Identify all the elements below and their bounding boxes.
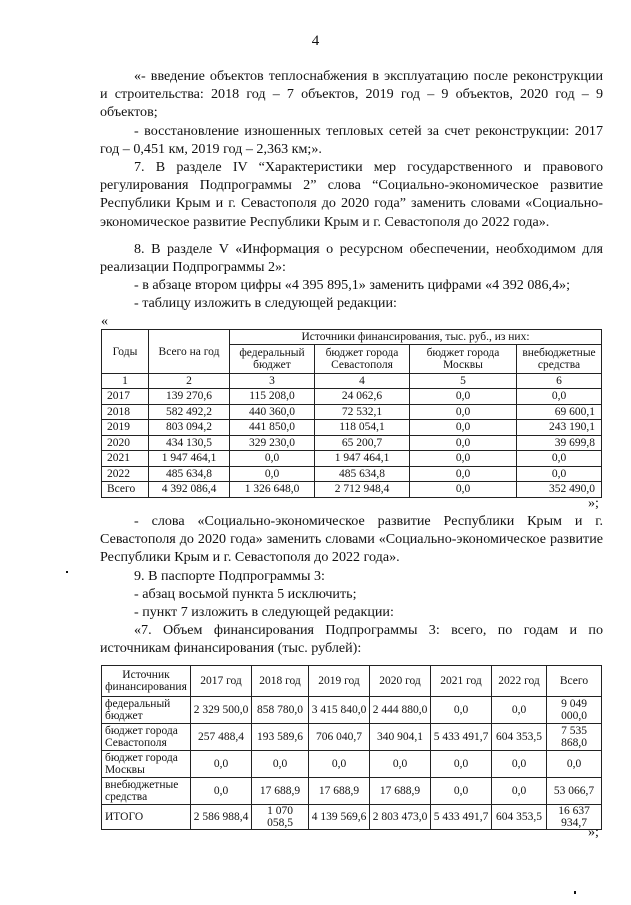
scan-speck: [574, 891, 576, 894]
paragraph-exclude: - абзац восьмой пункта 5 исключить;: [134, 586, 357, 602]
table-row: 2020 434 130,5 329 230,0 65 200,7 0,0 39 699,8: [102, 435, 602, 451]
paragraph-funding: «7. Объем финансирования Подпрограммы 3: всего, по годам и по источникам финансирования (тыс. рублей):: [100, 622, 603, 657]
col-moscow: бюджет города Москвы: [410, 345, 517, 374]
table-row: бюджет города Москвы 0,0 0,0 0,0 0,0 0,0 0,0 0,0: [102, 751, 602, 778]
index-cell: 1: [102, 374, 149, 389]
scan-speck: [66, 571, 68, 573]
paragraph-replace-figures: - в абзаце втором цифры «4 395 895,1» заменить цифрами «4 392 086,4»;: [134, 277, 571, 293]
table-row: бюджет города Севастополя 257 488,4 193 589,6 706 040,7 340 904,1 5 433 491,7 604 353,5 7 535 868,0: [102, 724, 602, 751]
index-cell: 6: [517, 374, 602, 389]
paragraph-section-iv: 7. В разделе IV “Характеристики мер государственного и правового регулирования Подпрограммы 2” слова “Социально-экономическое развитие Республики Крым и г. Севастополя до 2020 года” заменить словами «Социально-экономическое развитие Республики Крым и г. Севастополя до 2022 года».: [100, 159, 603, 230]
col-federal: федеральный бюджет: [230, 345, 315, 374]
table-total-row: Всего 4 392 086,4 1 326 648,0 2 712 948,4 0,0 352 490,0: [102, 482, 602, 498]
table-row: внебюджетные средства 0,0 17 688,9 17 688,9 17 688,9 0,0 0,0 53 066,7: [102, 778, 602, 805]
col-years: Годы: [102, 330, 149, 374]
col-2021: 2021 год: [431, 666, 492, 697]
table-row: 2017 139 270,6 115 208,0 24 062,6 0,0 0,0: [102, 389, 602, 405]
open-quote: «: [101, 313, 109, 329]
table-row: 2021 1 947 464,1 0,0 1 947 464,1 0,0 0,0: [102, 451, 602, 467]
close-quote: »;: [588, 495, 599, 511]
index-cell: 5: [410, 374, 517, 389]
table-row: 2022 485 634,8 0,0 485 634,8 0,0 0,0: [102, 466, 602, 482]
table-row: 2018 582 492,2 440 360,0 72 532,1 0,0 69 600,1: [102, 404, 602, 420]
paragraph-section-v: 8. В разделе V «Информация о ресурсном обеспечении, необходимом для реализации Подпрограммы 2»:: [100, 241, 603, 276]
col-total: Всего: [547, 666, 602, 697]
paragraph-point-7: - пункт 7 изложить в следующей редакции:: [134, 604, 394, 620]
col-2022: 2022 год: [492, 666, 547, 697]
page-number: 4: [311, 33, 320, 49]
index-cell: 3: [230, 374, 315, 389]
col-sources: Источники финансирования, тыс. руб., из них:: [230, 330, 602, 345]
col-source: Источник финансирования: [102, 666, 191, 697]
paragraph-replace-words: - слова «Социально-экономическое развитие Республики Крым и г. Севастополя до 2020 года» заменить словами «Социально-экономическое развитие Республики Крым и г. Севастополя до 2022 года».: [100, 513, 603, 566]
col-total: Всего на год: [149, 330, 230, 374]
col-sevastopol: бюджет города Севастополя: [315, 345, 410, 374]
index-cell: 4: [315, 374, 410, 389]
col-2020: 2020 год: [370, 666, 431, 697]
index-cell: 2: [149, 374, 230, 389]
paragraph-heat-objects: «- введение объектов теплоснабжения в эксплуатацию после реконструкции и строительства: 2018 год – 7 объектов, 2019 год – 9 объектов, 2020 год – 9 объектов;: [100, 68, 603, 121]
paragraph-table-intro: - таблицу изложить в следующей редакции:: [134, 295, 397, 311]
col-2017: 2017 год: [191, 666, 252, 697]
paragraph-passport: 9. В паспорте Подпрограммы 3:: [134, 568, 325, 584]
paragraph-heat-networks: - восстановление изношенных тепловых сетей за счет реконструкции: 2017 год – 0,451 км, 2019 год – 2,363 км;».: [100, 123, 603, 158]
funding-table: [101, 665, 602, 830]
col-2018: 2018 год: [252, 666, 309, 697]
col-2019: 2019 год: [309, 666, 370, 697]
table-total-row: ИТОГО 2 586 988,4 1 070 058,5 4 139 569,6 2 803 473,0 5 433 491,7 604 353,5 16 637 934,7: [102, 805, 602, 830]
table-row: 2019 803 094,2 441 850,0 118 054,1 0,0 243 190,1: [102, 420, 602, 436]
col-extrabudget: внебюджетные средства: [517, 345, 602, 374]
table-row: федеральный бюджет 2 329 500,0 858 780,0 3 415 840,0 2 444 880,0 0,0 0,0 9 049 000,0: [102, 697, 602, 724]
close-quote-2: »;: [588, 824, 599, 840]
resource-table: [101, 329, 602, 498]
